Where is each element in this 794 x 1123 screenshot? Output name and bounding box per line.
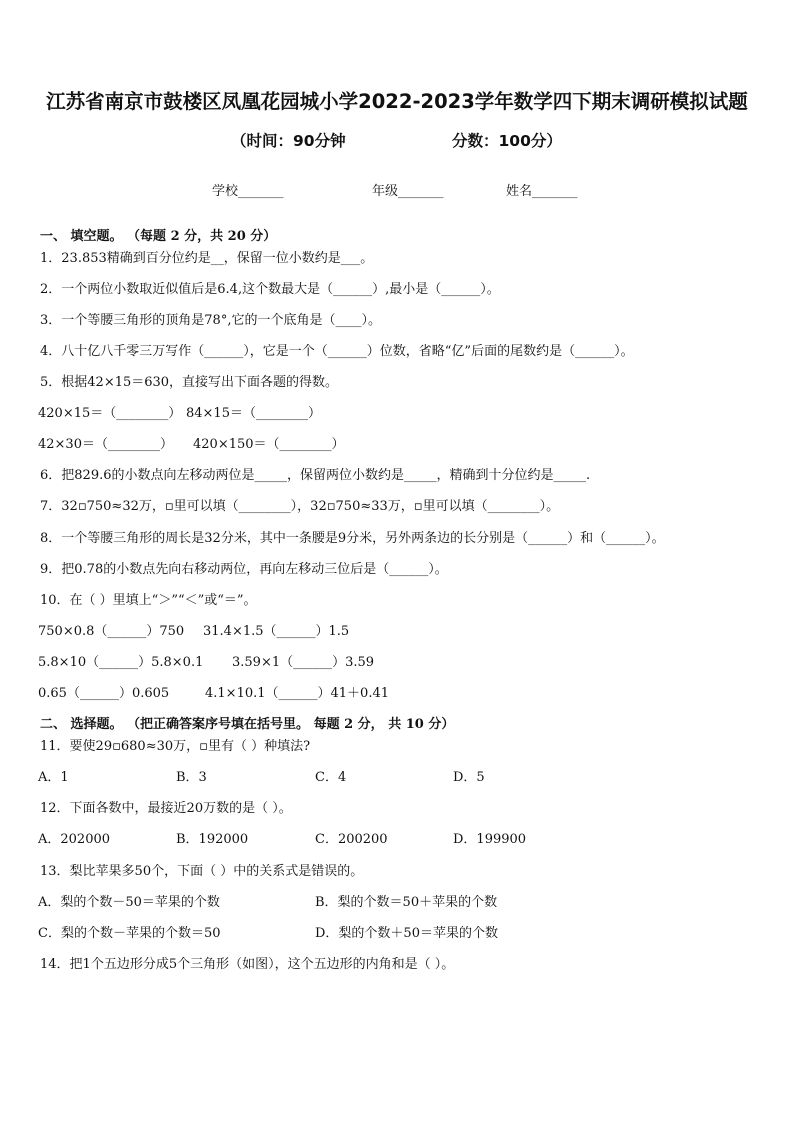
school-field: 学校_______ bbox=[212, 184, 284, 199]
section-fill-blank-heading: 一、 填空题。 （每题 2 分，共 20 分） bbox=[40, 229, 277, 244]
question-5: 5．根据42×15＝630，直接写出下面各题的得数。 bbox=[40, 375, 339, 390]
question-12-option-b: B．192000 bbox=[176, 832, 249, 847]
question-13-option-b: B．梨的个数＝50＋苹果的个数 bbox=[315, 895, 498, 910]
question-11-option-c: C．4 bbox=[315, 770, 347, 785]
question-5b: 84×15＝（________） bbox=[186, 406, 321, 421]
question-5d: 420×150＝（________） bbox=[193, 437, 345, 452]
question-11-option-d: D．5 bbox=[453, 770, 485, 785]
question-1: 1．23.853精确到百分位约是__，保留一位小数约是___。 bbox=[40, 251, 374, 266]
question-2: 2．一个两位小数取近似值后是6.4,这个数最大是（______）,最小是（______）。 bbox=[40, 282, 500, 297]
grade-field: 年级_______ bbox=[372, 184, 444, 199]
question-10a: 750×0.8（______）750 bbox=[38, 624, 185, 639]
question-5a: 420×15＝（________） bbox=[38, 406, 182, 421]
question-10e: 0.65（______）0.605 bbox=[38, 686, 170, 701]
question-10c: 5.8×10（______）5.8×0.1 bbox=[38, 655, 204, 670]
question-12-option-a: A．202000 bbox=[38, 832, 111, 847]
question-11-option-a: A．1 bbox=[38, 770, 69, 785]
student-info-row bbox=[0, 180, 794, 200]
question-13: 13．梨比苹果多50个，下面（ ）中的关系式是错误的。 bbox=[40, 864, 364, 879]
exam-subtitle bbox=[0, 129, 794, 151]
question-11-option-b: B．3 bbox=[176, 770, 207, 785]
question-10b: 31.4×1.5（______）1.5 bbox=[203, 624, 350, 639]
question-10f: 4.1×10.1（______）41＋0.41 bbox=[205, 686, 389, 701]
question-5c: 42×30＝（________） bbox=[38, 437, 173, 452]
question-13-option-d: D．梨的个数＋50＝苹果的个数 bbox=[315, 926, 498, 941]
question-11: 11．要使29▫680≈30万，▫里有（ ）种填法? bbox=[40, 739, 311, 754]
question-9: 9．把0.78的小数点先向右移动两位，再向左移动三位后是（______）。 bbox=[40, 562, 448, 577]
question-12: 12．下面各数中，最接近20万数的是（ ）。 bbox=[40, 801, 292, 816]
exam-title: 江苏省南京市鼓楼区凤凰花园城小学2022-2023学年数学四下期末调研模拟试题 bbox=[46, 90, 748, 113]
question-6: 6．把829.6的小数点向左移动两位是_____，保留两位小数约是_____，精确到十分位约是_____. bbox=[40, 468, 591, 483]
question-13-option-a: A．梨的个数－50＝苹果的个数 bbox=[38, 895, 220, 910]
question-10d: 3.59×1（______）3.59 bbox=[232, 655, 375, 670]
question-12-option-c: C．200200 bbox=[315, 832, 388, 847]
name-field: 姓名_______ bbox=[506, 184, 578, 199]
question-14: 14．把1个五边形分成5个三角形（如图），这个五边形的内角和是（ ）。 bbox=[40, 957, 455, 972]
question-3: 3．一个等腰三角形的顶角是78°,它的一个底角是（____）。 bbox=[40, 313, 381, 328]
question-12-option-d: D．199900 bbox=[453, 832, 527, 847]
question-8: 8．一个等腰三角形的周长是32分米，其中一条腰是9分米，另外两条边的长分别是（______）和（______）。 bbox=[40, 531, 665, 546]
question-4: 4．八十亿八千零三万写作（______），它是一个（______）位数，省略“亿”后面的尾数约是（______）。 bbox=[40, 344, 634, 359]
section-choice-heading: 二、 选择题。 （把正确答案序号填在括号里。 每题 2 分， 共 10 分） bbox=[40, 717, 455, 732]
question-7: 7．32▫750≈32万，▫里可以填（________），32▫750≈33万，▫里可以填（________）。 bbox=[40, 499, 560, 514]
question-10: 10．在（ ）里填上“＞”“＜”或“＝”。 bbox=[40, 593, 257, 608]
exam-time: （时间：90分钟 bbox=[231, 132, 346, 150]
exam-score: 分数：100分） bbox=[452, 132, 562, 150]
question-13-option-c: C．梨的个数－苹果的个数＝50 bbox=[38, 926, 221, 941]
